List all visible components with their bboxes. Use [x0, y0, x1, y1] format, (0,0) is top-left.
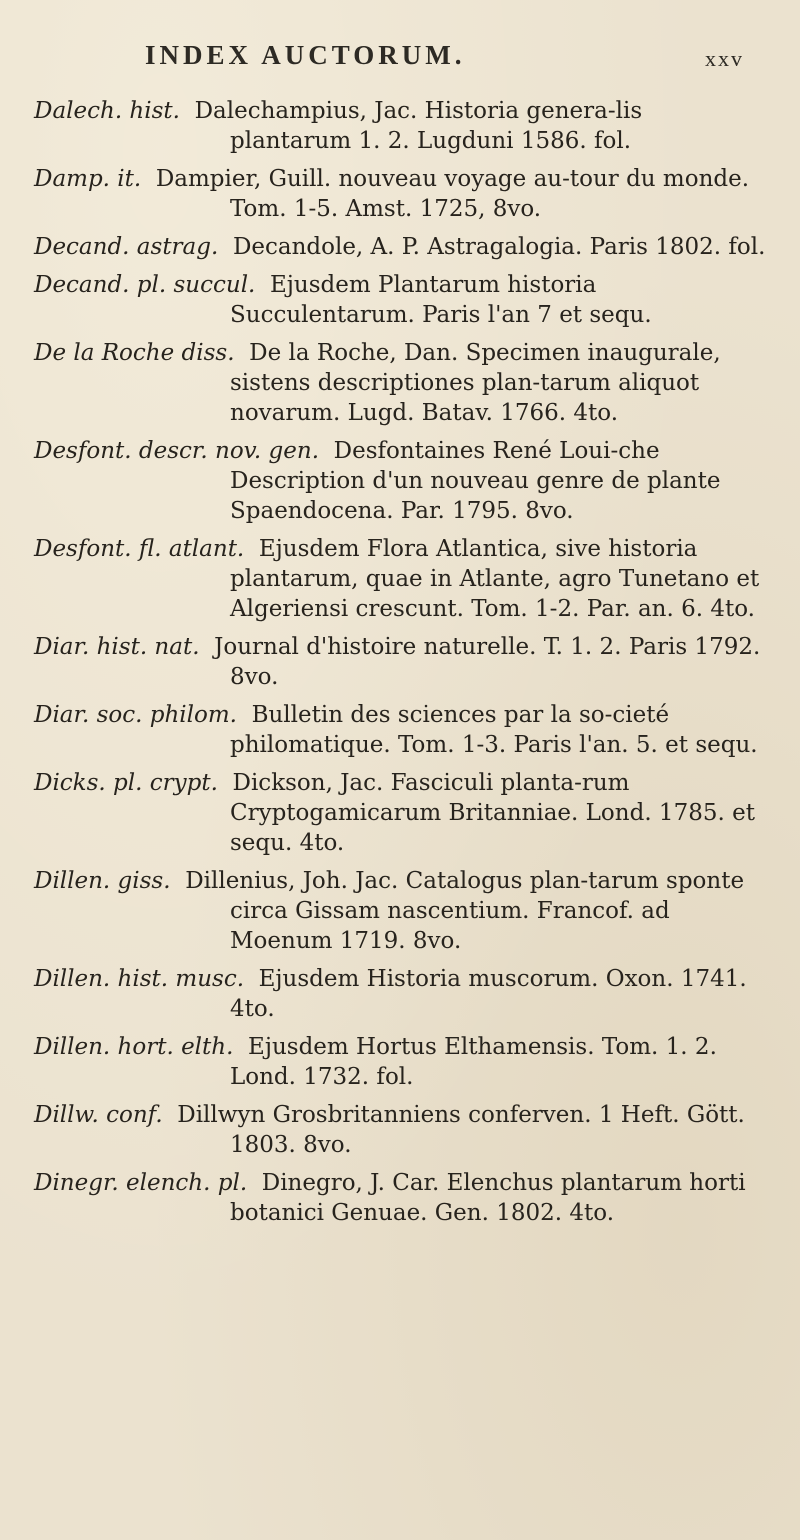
- entry-abbreviation: Dillen. giss.: [34, 868, 171, 894]
- entry-citation: Decandole, A. P. Astragalogia. Paris 1802. fol.: [232, 234, 766, 260]
- entry-abbreviation: Dalech. hist.: [34, 98, 180, 124]
- entry-abbreviation: Decand. astrag.: [34, 234, 219, 260]
- entry-abbreviation: Decand. pl. succul.: [34, 272, 256, 298]
- index-entry: [0, 964, 800, 1024]
- entry-citation: Ejusdem Hortus Elthamensis. Tom. 1. 2. Lond. 1732. fol.: [230, 1034, 717, 1090]
- entry-abbreviation: Diar. soc. philom.: [34, 702, 237, 728]
- entry-abbreviation: Dillen. hist. musc.: [34, 966, 245, 992]
- index-entry: [0, 1100, 800, 1160]
- entry-abbreviation: Dicks. pl. crypt.: [34, 770, 218, 796]
- entry-citation: Bulletin des sciences par la so-cieté philomatique. Tom. 1-3. Paris l'an. 5. et sequ.: [230, 702, 758, 758]
- index-entry: [0, 768, 800, 858]
- entry-citation: Dalechampius, Jac. Historia genera-lis plantarum 1. 2. Lugduni 1586. fol.: [194, 98, 643, 154]
- index-entry: [0, 700, 800, 760]
- entry-citation: Ejusdem Plantarum historia Succulentarum. Paris l'an 7 et sequ.: [230, 272, 652, 328]
- running-head: [0, 40, 800, 80]
- entry-citation: Dampier, Guill. nouveau voyage au-tour du monde. Tom. 1-5. Amst. 1725, 8vo.: [155, 166, 750, 222]
- entry-citation: Ejusdem Flora Atlantica, sive historia plantarum, quae in Atlante, agro Tunetano et Algeriensi crescunt. Tom. 1-2. Par. an. 6. 4to.: [230, 536, 760, 622]
- entry-abbreviation: Diar. hist. nat.: [34, 634, 200, 660]
- entry-citation: Dillenius, Joh. Jac. Catalogus plan-tarum sponte circa Gissam nascentium. Francof. ad Moenum 1719. 8vo.: [185, 868, 745, 954]
- index-entries: [0, 96, 800, 1236]
- entry-abbreviation: De la Roche diss.: [34, 340, 235, 366]
- entry-citation: Ejusdem Historia muscorum. Oxon. 1741. 4to.: [230, 966, 747, 1022]
- index-entry: [0, 164, 800, 224]
- entry-citation: De la Roche, Dan. Specimen inaugurale, sistens descriptiones plan-tarum aliquot novarum. Lugd. Batav. 1766. 4to.: [230, 340, 721, 426]
- index-entry: [0, 96, 800, 156]
- entry-abbreviation: Damp. it.: [34, 166, 142, 192]
- page-number: xxv: [705, 46, 744, 71]
- index-entry: [0, 436, 800, 526]
- index-entry: [0, 1032, 800, 1092]
- entry-abbreviation: Desfont. fl. atlant.: [34, 536, 245, 562]
- entry-abbreviation: Dillw. conf.: [34, 1102, 163, 1128]
- entry-citation: Dillwyn Grosbritanniens conferven. 1 Heft. Gött. 1803. 8vo.: [177, 1102, 745, 1158]
- index-entry: [0, 232, 800, 262]
- index-entry: [0, 866, 800, 956]
- entry-abbreviation: Dinegr. elench. pl.: [34, 1170, 248, 1196]
- index-entry: [0, 534, 800, 624]
- entry-citation: Dickson, Jac. Fasciculi planta-rum Cryptogamicarum Britanniae. Lond. 1785. et sequ. 4to.: [230, 770, 755, 856]
- index-entry: [0, 338, 800, 428]
- index-entry: [0, 270, 800, 330]
- entry-citation: Dinegro, J. Car. Elenchus plantarum horti botanici Genuae. Gen. 1802. 4to.: [230, 1170, 746, 1226]
- index-entry: [0, 632, 800, 692]
- blank-page-area: [0, 1260, 800, 1540]
- entry-abbreviation: Desfont. descr. nov. gen.: [34, 438, 320, 464]
- entry-abbreviation: Dillen. hort. elth.: [34, 1034, 234, 1060]
- page-title: INDEX AUCTORUM.: [145, 40, 466, 70]
- index-entry: [0, 1168, 800, 1228]
- entry-citation: Desfontaines René Loui-che Description d'un nouveau genre de plante Spaendocena. Par. 1795. 8vo.: [230, 438, 721, 524]
- entry-citation: Journal d'histoire naturelle. T. 1. 2. Paris 1792. 8vo.: [214, 634, 761, 690]
